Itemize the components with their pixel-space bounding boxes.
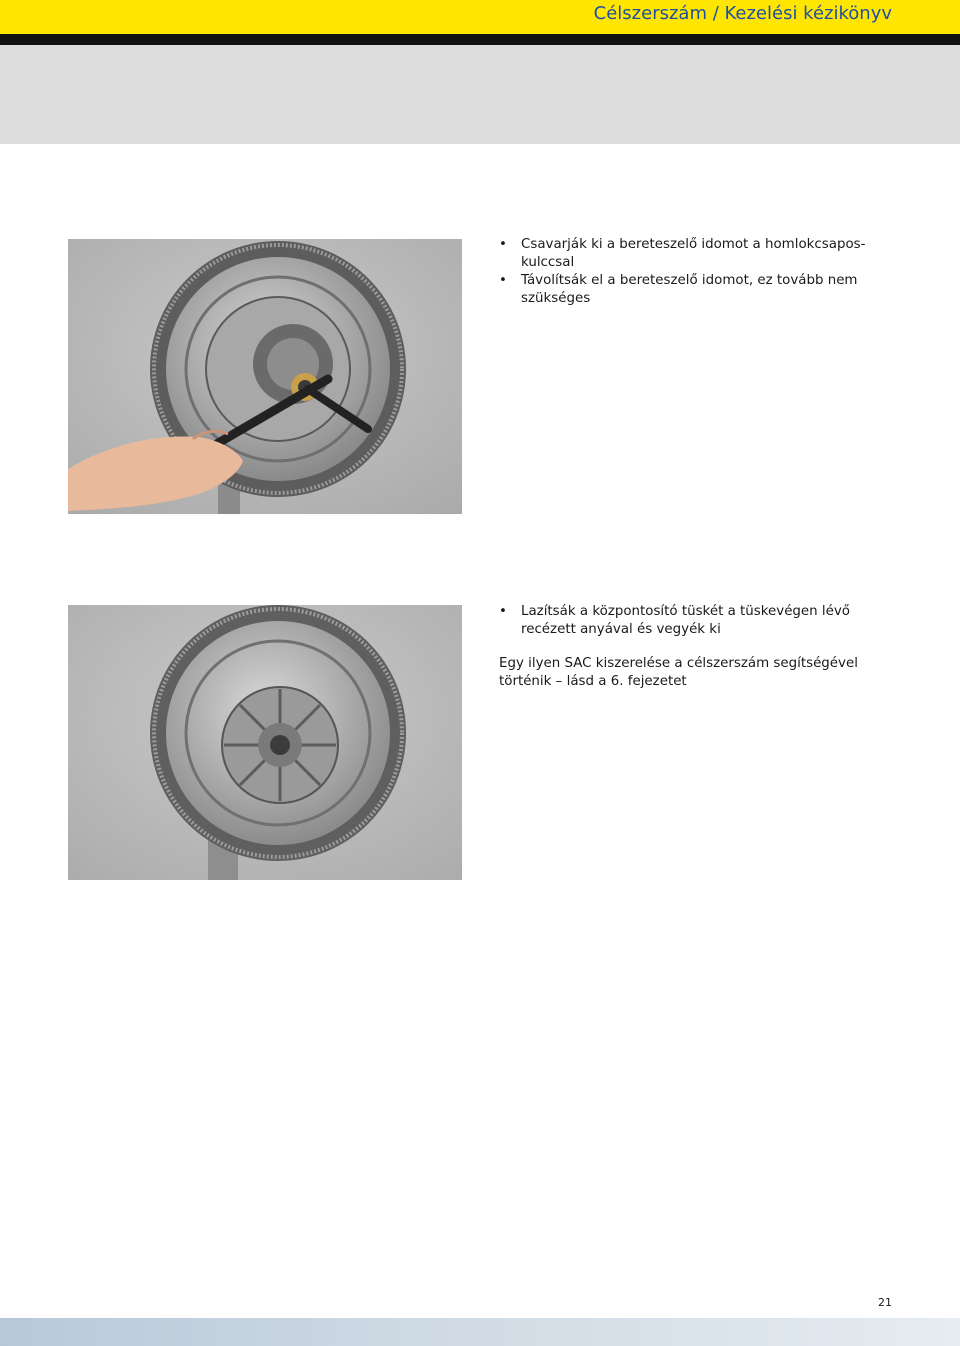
list-item (499, 603, 899, 639)
list-item-text: Lazítsák a központosító tüskét a tüskevégen lévő recézett anyával és vegyék ki (521, 604, 850, 637)
chapter-reference-note: Egy ilyen SAC kiszerelése a célszerszám segítségével történik – lásd a 6. fejezetet (499, 656, 858, 689)
centering-hub (270, 735, 290, 755)
header-band (0, 0, 960, 34)
list-item-text: Csavarják ki a bereteszelő idomot a homlokcsapos-kulccsal (521, 237, 866, 270)
list-item (499, 272, 899, 308)
header-grey-band (0, 45, 960, 144)
clutch-wrench-illustration (68, 239, 462, 514)
clutch-assembly-photo (68, 605, 462, 880)
list-item-text: Távolítsák el a bereteszelő idomot, ez tovább nem szükséges (521, 273, 858, 306)
page-number: 21 (878, 1296, 892, 1309)
bullet-dot: • (499, 237, 507, 252)
instruction-block-2 (499, 603, 899, 691)
bullet-list-1 (499, 236, 899, 308)
bullet-dot: • (499, 273, 507, 288)
clutch-wrench-photo (68, 239, 462, 514)
footer-band (0, 1318, 960, 1346)
header-rule (0, 34, 960, 45)
bullet-list-2 (499, 603, 899, 639)
bullet-dot: • (499, 604, 507, 619)
clutch-assembly-illustration (68, 605, 462, 880)
document-title: Célszerszám / Kezelési kézikönyv (593, 3, 892, 24)
list-item (499, 236, 899, 272)
instruction-block-1 (499, 236, 899, 308)
